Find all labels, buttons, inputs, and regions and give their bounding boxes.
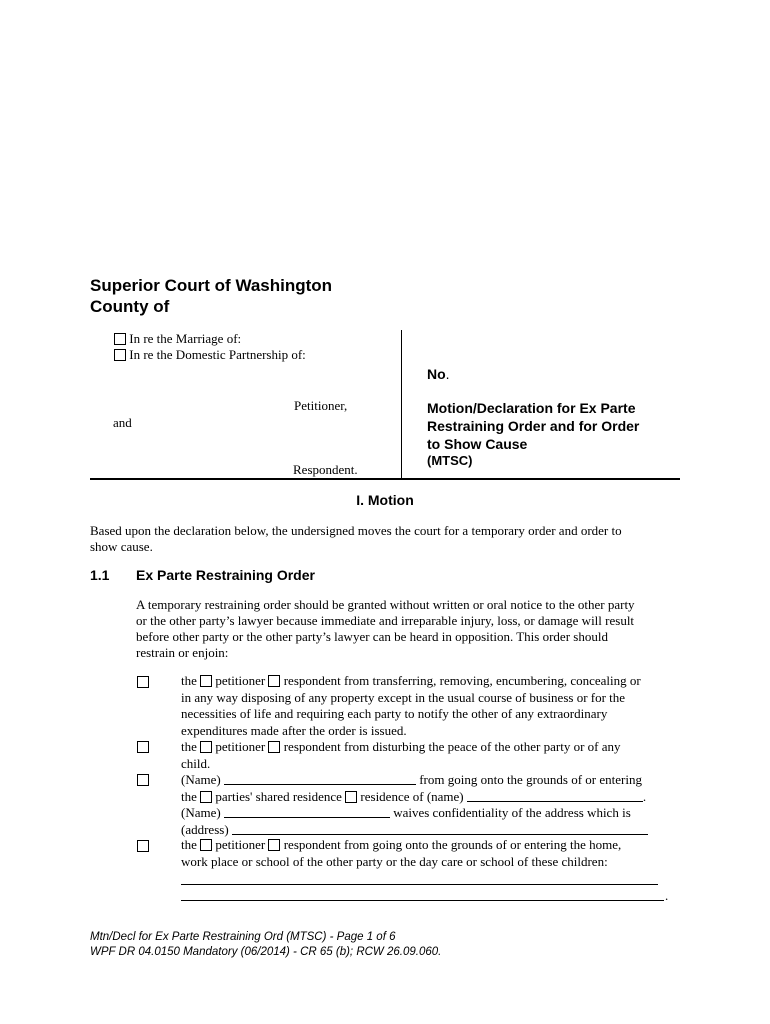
item4-text: the petitioner respondent from going onto the grounds of or entering the home, work place or school of the other party or the day care or school of these children: (181, 837, 622, 869)
and-label: and (113, 415, 132, 430)
item2-petitioner-checkbox[interactable] (200, 741, 212, 753)
court-title: Superior Court of Washington (90, 276, 333, 295)
intro-paragraph: Based upon the declaration below, the undersigned moves the court for a temporary order and order to show cause. (90, 523, 622, 554)
section-heading: I. Motion (356, 492, 414, 508)
petitioner-label: Petitioner, (294, 398, 348, 413)
item3-shared-checkbox[interactable] (200, 791, 212, 803)
footer (90, 930, 441, 960)
form-code: (MTSC) (427, 453, 473, 468)
option-marriage (114, 331, 241, 347)
respondent-label: Respondent. (293, 462, 358, 477)
item4-checkbox[interactable] (137, 840, 149, 852)
subsection-number: 1.1 (90, 567, 110, 583)
partnership-label: In re the Domestic Partnership of: (129, 347, 306, 362)
partnership-checkbox[interactable] (114, 349, 126, 361)
item1-text: the petitioner respondent from transferring, removing, encumbering, concealing or in any way disposing of any property except in the usual course of business or for the necessities of life and requiring each party to notify the other of any extraordinary expenditures made after the order is issued. (181, 673, 641, 738)
item3-waiver-name-field[interactable] (224, 806, 390, 818)
item3-address-field[interactable] (232, 823, 648, 835)
marriage-checkbox[interactable] (114, 333, 126, 345)
children-period: . (665, 888, 669, 903)
footer-line-2: WPF DR 04.0150 Mandatory (06/2014) - CR 65 (b); RCW 26.09.060. (90, 946, 442, 958)
item3-residence-checkbox[interactable] (345, 791, 357, 803)
item4-petitioner-checkbox[interactable] (200, 839, 212, 851)
item1-checkbox[interactable] (137, 676, 149, 688)
document-title: Motion/Declaration for Ex Parte Restraining Order and for Order to Show Cause (427, 400, 640, 452)
item1-respondent-checkbox[interactable] (268, 675, 280, 687)
item1-petitioner-checkbox[interactable] (200, 675, 212, 687)
subsection-title: Ex Parte Restraining Order (136, 567, 315, 583)
item3-text: (Name) from going onto the grounds of or entering the parties' shared residence residence of (name) . (Name) waives confidentiality of the address which is (address) (181, 772, 647, 837)
item2-text: the petitioner respondent from disturbing the peace of the other party or of any child. (181, 739, 621, 771)
item3-name-field[interactable] (224, 773, 416, 785)
marriage-label: In re the Marriage of: (129, 331, 242, 346)
order-paragraph: A temporary restraining order should be granted without written or oral notice to the other party or the other party’s lawyer because immediate and irreparable injury, loss, or damage will result before other party or the other party’s lawyer can be heard in opposition. This order should restrain or enjoin: (136, 597, 635, 660)
item2-checkbox[interactable] (137, 741, 149, 753)
footer-line-1: Mtn/Decl for Ex Parte Restraining Ord (MTSC) - Page 1 of 6 (90, 931, 396, 943)
caption-divider (401, 330, 402, 479)
item3-checkbox[interactable] (137, 774, 149, 786)
caption-rule (90, 478, 680, 480)
item4-respondent-checkbox[interactable] (268, 839, 280, 851)
county-label: County of (90, 297, 170, 316)
option-partnership (114, 347, 306, 363)
case-number: No. (427, 366, 450, 382)
children-line-1[interactable] (181, 884, 658, 885)
item2-respondent-checkbox[interactable] (268, 741, 280, 753)
children-line-2[interactable] (181, 900, 664, 901)
item3-residence-name-field[interactable] (467, 790, 643, 802)
